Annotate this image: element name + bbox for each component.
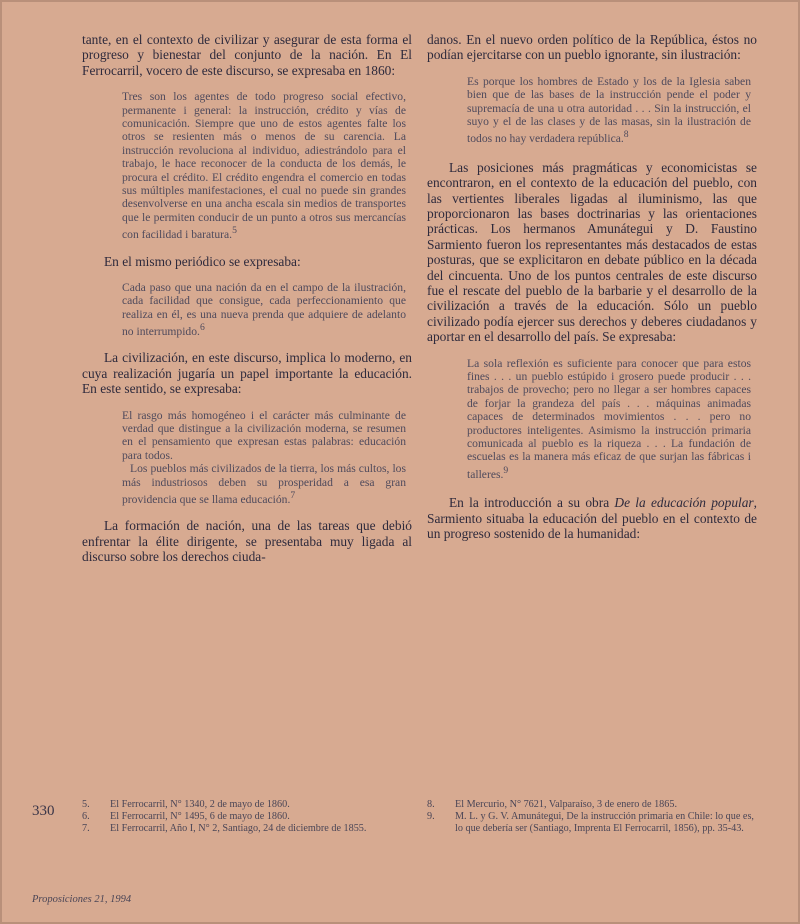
left-quote-3a: El rasgo más homogéneo i el carácter más culminante de verdad que distingue a la civilización moderna, se resumen en el pensamiento que expresan estas palabras: educación para todos. [122, 408, 406, 462]
footnote-text: El Mercurio, N° 7621, Valparaíso, 3 de enero de 1865. [455, 799, 678, 810]
document-page [2, 2, 798, 922]
left-quote-1-ref: 5 [232, 225, 237, 237]
footnotes-left [82, 799, 412, 836]
right-paragraph-2: Las posiciones más pragmáticas y economicistas se encontraron, en el contexto de la educación del pueblo, con las vertientes liberales ligadas al iluminismo, las que proporcionaron las bases doctrinarias y las orientaciones prácticas. Los hermanos Amunátegui y D. Faustino Sarmiento fueron los representantes más destacados de estas posturas, que se explicitaron en debate público en la década del cincuenta. Uno de los puntos centrales de este discurso fue el rescate del pueblo de la barbarie y el desarrollo de la civilización a través de la educación. Sólo un pueblo civilizado podía ejercer sus derechos y deberes ciudadanos y aportar en el desarrollo del país. Se expresaba: [427, 159, 757, 345]
footnote-6 [82, 811, 412, 823]
right-quote-2 [467, 357, 751, 482]
right-quote-2-text: La sola reflexión es suficiente para conocer que para estos fines . . . un pueblo estúpido i grosero puede producir . . . trabajos de provecho; pero no llegar a ser hombres capaces de forjar la grandeza del país . . . máquinas animadas capaces de determinados movimientos . . . pero no productores inteligentes. Asimismo la instrucción primaria comunicada al pueblo es la riqueza . . . La fundación de escuelas es la manera más eficaz de que surjan las fábricas i talleres. [467, 356, 751, 481]
left-quote-1 [122, 90, 406, 241]
right-quote-1 [467, 75, 751, 146]
left-quote-2-ref: 6 [199, 322, 205, 334]
footnote-9 [427, 811, 757, 835]
right-quote-1-text: Es porque los hombres de Estado y los de la Iglesia saben bien que de las bases de la instrucción pende el poder y supremacía de una u otra autoridad . . . Sin la instrucción, el suyo y el de las clases y de las masas, sin la ilustración de todos no hay verdadera república. [467, 74, 751, 146]
left-paragraph-3: La civilización, en este discurso, implica lo moderno, en cuya realización jugaría un papel importante la educación. En este sentido, se expresaba: [82, 350, 412, 397]
footnote-7 [82, 823, 412, 835]
footnotes-right [427, 799, 757, 836]
right-paragraph-3-a: En la introducción a su obra [449, 495, 615, 511]
left-quote-3b: Los pueblos más civilizados de la tierra, los más cultos, los más industriosos deben su prosperidad a esa gran providencia que se llama educación. [122, 462, 406, 506]
footnote-number: 5. [82, 799, 90, 810]
book-title: De la educación popular [614, 495, 754, 511]
left-quote-2-text: Cada paso que una nación da en el campo de la ilustración, cada facilidad que consigue, cada perfeccionamiento que realiza en él, es una nueva prenda que adquiere de adelanto no interrumpido. [122, 280, 406, 339]
footnote-number: 6. [82, 811, 90, 823]
footnote-number: 7. [82, 823, 90, 835]
right-quote-2-ref: 9 [503, 464, 509, 476]
left-column [82, 32, 412, 565]
footnote-8 [427, 799, 757, 811]
left-quote-3-ref: 7 [290, 490, 296, 502]
footnote-5 [82, 799, 412, 811]
footnote-text: M. L. y G. V. Amunátegui, De la instrucción primaria en Chile: lo que es, lo que debería ser (Santiago, Imprenta El Ferrocarril, 1856), pp. 35-43. [455, 811, 754, 835]
footnote-text: El Ferrocarril, Año I, N° 2, Santiago, 24 de diciembre de 1855. [110, 823, 367, 835]
left-paragraph-2: En el mismo periódico se expresaba: [104, 253, 301, 269]
right-paragraph-1: danos. En el nuevo orden político de la República, éstos no podían ejercitarse con un pueblo ignorante, sin ilustración: [427, 32, 757, 63]
footnote-text: El Ferrocarril, N° 1495, 6 de mayo de 1860. [110, 811, 290, 823]
left-paragraph-1: tante, en el contexto de civilizar y asegurar de esta forma el progreso y bienestar del conjunto de la nación. En El Ferrocarril, vocero de este discurso, se expresaba en 1860: [82, 32, 412, 78]
left-quote-2 [122, 281, 406, 338]
right-column [427, 32, 757, 541]
journal-footer: Proposiciones 21, 1994 [32, 894, 132, 905]
left-paragraph-4: La formación de nación, una de las tareas que debió enfrentar la élite dirigente, se presentaba muy ligada al discurso sobre los derechos ciuda- [82, 518, 412, 565]
left-quote-3 [122, 409, 406, 507]
right-paragraph-3-b: , Sarmiento situaba la educación del pueblo en el contexto de un progreso sostenido de la humanidad: [427, 495, 757, 541]
right-paragraph-3 [427, 495, 757, 541]
footnote-number: 8. [427, 799, 435, 810]
right-quote-1-ref: 8 [623, 129, 629, 141]
page-number: 330 [32, 803, 55, 819]
footnote-number: 9. [427, 811, 435, 823]
footnote-text: El Ferrocarril, N° 1340, 2 de mayo de 1860. [110, 799, 290, 810]
left-quote-1-text: Tres son los agentes de todo progreso social efectivo, permanente i general: la instrucción, crédito y vías de comunicación. Siempre que uno de estos agentes falte los otros se resienten más o menos de su carencia. La instrucción revoluciona al individuo, adiestrándolo para el trabajo, le hace reconocer de la conducta de los demás, le procura el crédito. El crédito engendra el comercio en todas sus múltiples manifestaciones, el cual no puede sin grandes desenvolverse en una ancha escala sin medios de transportes que le permiten conducir de un punto a otros sus mercancías con facilidad i baratura. [122, 90, 406, 242]
